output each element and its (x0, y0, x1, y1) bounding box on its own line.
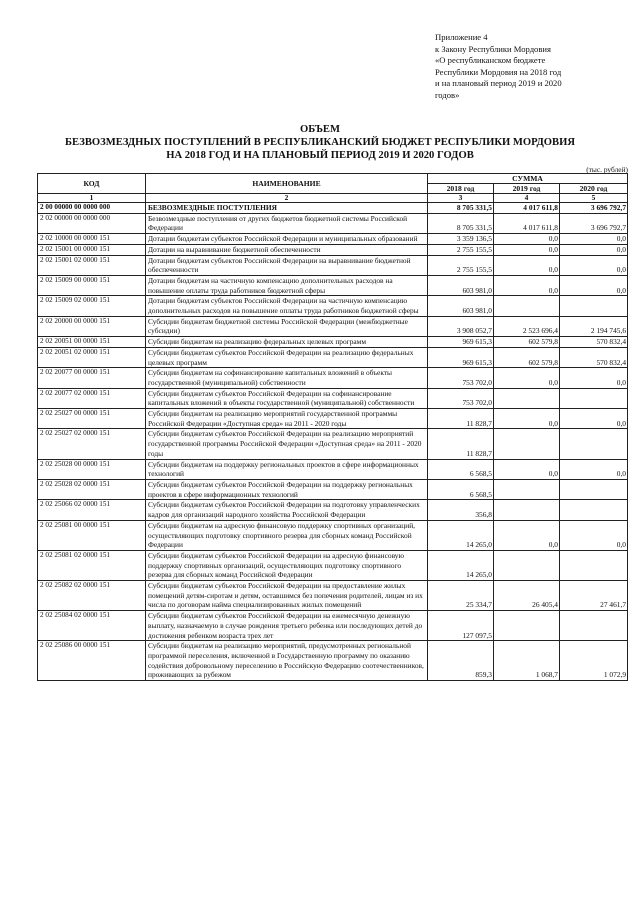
table-row (38, 296, 628, 316)
row-value-2019: 602 579,8 (494, 347, 560, 367)
row-value-2019: 0,0 (494, 275, 560, 295)
row-value-2018: 2 755 155,5 (428, 244, 494, 255)
row-name: Дотации бюджетам на частичную компенсацию дополнительных расходов на повышение оплаты труда работников бюджетной сферы (146, 275, 428, 295)
appendix-line: к Закону Республики Мордовия (435, 43, 551, 54)
row-name: Субсидии бюджетам бюджетной системы Российской Федерации (межбюджетные субсидии) (146, 316, 428, 336)
header-sum: СУММА (428, 174, 628, 184)
table-row (38, 429, 628, 459)
row-value-2020 (560, 479, 628, 499)
row-name: Субсидии бюджетам на адресную финансовую поддержку спортивных организаций, осуществляющих подготовку спортивного резерва для сборных команд Российской Федерации (146, 520, 428, 550)
row-value-2019: 0,0 (494, 255, 560, 275)
row-value-2018: 127 097,5 (428, 611, 494, 641)
column-index-row (38, 194, 628, 203)
row-value-2020: 570 832,4 (560, 347, 628, 367)
row-name: Субсидии бюджетам на софинансирование капитальных вложений в объекты государственной (муниципальной) собственности (146, 368, 428, 388)
row-name: Безвозмездные поступления от других бюджетов бюджетной системы Российской Федерации (146, 213, 428, 233)
row-code: 2 00 00000 00 0000 000 (38, 203, 146, 214)
row-name: Дотации бюджетам субъектов Российской Федерации и муниципальных образований (146, 234, 428, 245)
row-value-2020 (560, 388, 628, 408)
row-value-2019: 1 068,7 (494, 641, 560, 681)
table-row (38, 337, 628, 348)
row-value-2018: 356,8 (428, 500, 494, 520)
column-index: 4 (494, 194, 560, 203)
row-value-2020: 3 696 792,7 (560, 213, 628, 233)
table-row (38, 203, 628, 214)
row-value-2018: 2 755 155,5 (428, 255, 494, 275)
row-code: 2 02 25028 00 0000 151 (38, 459, 146, 479)
table-row (38, 520, 628, 550)
row-code: 2 02 15001 02 0000 151 (38, 255, 146, 275)
row-code: 2 02 25027 02 0000 151 (38, 429, 146, 459)
row-value-2019: 0,0 (494, 244, 560, 255)
budget-table (37, 173, 628, 681)
row-value-2020 (560, 296, 628, 316)
row-value-2020 (560, 500, 628, 520)
row-value-2018: 11 828,7 (428, 429, 494, 459)
row-code: 2 02 20077 02 0000 151 (38, 388, 146, 408)
table-row (38, 409, 628, 429)
row-value-2018: 14 265,0 (428, 550, 494, 580)
appendix-line: Приложение 4 (435, 32, 488, 42)
table-body (38, 203, 628, 681)
row-code: 2 02 25028 02 0000 151 (38, 479, 146, 499)
row-value-2019 (494, 388, 560, 408)
table-row (38, 479, 628, 499)
table-row (38, 255, 628, 275)
row-code: 2 02 20051 00 0000 151 (38, 337, 146, 348)
row-name: Дотации бюджетам субъектов Российской Федерации на частичную компенсацию дополнительных расходов на повышение оплаты труда работников бюджетной сферы (146, 296, 428, 316)
row-value-2018: 859,3 (428, 641, 494, 681)
row-value-2019: 4 017 611,8 (494, 203, 560, 214)
row-value-2019 (494, 550, 560, 580)
row-value-2020 (560, 611, 628, 641)
row-value-2020: 0,0 (560, 275, 628, 295)
row-value-2019: 0,0 (494, 459, 560, 479)
row-code: 2 02 20077 00 0000 151 (38, 368, 146, 388)
header-2018: 2018 год (428, 184, 494, 194)
table-row (38, 388, 628, 408)
row-value-2020: 0,0 (560, 409, 628, 429)
row-name: Субсидии бюджетам на реализацию федеральных целевых программ (146, 337, 428, 348)
column-index: 2 (146, 194, 428, 203)
units-label: (тыс. рублей) (586, 165, 628, 174)
row-name: БЕЗВОЗМЕЗДНЫЕ ПОСТУПЛЕНИЯ (146, 203, 428, 214)
row-value-2020: 1 072,9 (560, 641, 628, 681)
table-row (38, 244, 628, 255)
row-value-2018: 11 828,7 (428, 409, 494, 429)
table-row (38, 316, 628, 336)
header-code: КОД (38, 174, 146, 194)
row-value-2019: 26 405,4 (494, 581, 560, 611)
table-row (38, 234, 628, 245)
row-code: 2 02 00000 00 0000 000 (38, 213, 146, 233)
row-value-2018: 969 615,3 (428, 337, 494, 348)
row-value-2020: 0,0 (560, 234, 628, 245)
column-index: 3 (428, 194, 494, 203)
row-value-2018: 753 702,0 (428, 388, 494, 408)
row-code: 2 02 20000 00 0000 151 (38, 316, 146, 336)
table-row (38, 459, 628, 479)
row-value-2019 (494, 296, 560, 316)
row-value-2018: 25 334,7 (428, 581, 494, 611)
row-value-2020: 0,0 (560, 459, 628, 479)
row-value-2018: 3 359 136,5 (428, 234, 494, 245)
row-value-2019 (494, 500, 560, 520)
row-value-2019: 0,0 (494, 520, 560, 550)
table-row (38, 581, 628, 611)
row-code: 2 02 25081 00 0000 151 (38, 520, 146, 550)
row-value-2019: 602 579,8 (494, 337, 560, 348)
row-name: Субсидии бюджетам субъектов Российской Федерации на поддержку региональных проектов в сфере информационных технологий (146, 479, 428, 499)
appendix-note (435, 32, 635, 102)
row-value-2020: 0,0 (560, 244, 628, 255)
row-value-2020: 0,0 (560, 255, 628, 275)
table-row (38, 500, 628, 520)
row-name: Субсидии бюджетам на поддержку региональных проектов в сфере информационных технологий (146, 459, 428, 479)
row-code: 2 02 20051 02 0000 151 (38, 347, 146, 367)
row-name: Дотации на выравнивание бюджетной обеспеченности (146, 244, 428, 255)
row-value-2019: 0,0 (494, 368, 560, 388)
table-row (38, 611, 628, 641)
row-value-2020: 2 194 745,6 (560, 316, 628, 336)
row-value-2018: 6 568,5 (428, 459, 494, 479)
row-value-2018: 3 908 052,7 (428, 316, 494, 336)
header-2020: 2020 год (560, 184, 628, 194)
row-value-2019: 0,0 (494, 234, 560, 245)
row-code: 2 02 25066 02 0000 151 (38, 500, 146, 520)
appendix-line: и на плановый период 2019 и 2020 (435, 78, 562, 89)
row-code: 2 02 25086 00 0000 151 (38, 641, 146, 681)
row-value-2019: 4 017 611,8 (494, 213, 560, 233)
row-code: 2 02 15009 02 0000 151 (38, 296, 146, 316)
row-name: Субсидии бюджетам субъектов Российской Федерации на ежемесячную денежную выплату, назначаемую в случае рождения третьего ребенка или последующих детей до достижения ребенком возраста трех лет (146, 611, 428, 641)
row-value-2018: 6 568,5 (428, 479, 494, 499)
table-row (38, 368, 628, 388)
row-value-2018: 753 702,0 (428, 368, 494, 388)
row-value-2019 (494, 429, 560, 459)
row-name: Субсидии бюджетам субъектов Российской Федерации на реализацию мероприятий государственной программы Российской Федерации «Доступная среда» на 2011 - 2020 годы (146, 429, 428, 459)
header-name: НАИМЕНОВАНИЕ (146, 174, 428, 194)
row-name: Субсидии бюджетам субъектов Российской Федерации на реализацию федеральных целевых программ (146, 347, 428, 367)
row-code: 2 02 25082 02 0000 151 (38, 581, 146, 611)
row-name: Субсидии бюджетам субъектов Российской Федерации на софинансирование капитальных вложений в объекты государственной (муниципальной) собственности (146, 388, 428, 408)
table-row (38, 641, 628, 681)
document-subtitle-period: НА 2018 ГОД И НА ПЛАНОВЫЙ ПЕРИОД 2019 И 2020 ГОДОВ (166, 150, 474, 161)
row-value-2020 (560, 429, 628, 459)
table-row (38, 550, 628, 580)
table-row (38, 213, 628, 233)
row-name: Субсидии бюджетам на реализацию мероприятий, предусмотренных региональной программой переселения, включенной в Государственную программу по оказанию содействия добровольному переселению в Российскую Федерацию соотечественников, проживающих за рубежом (146, 641, 428, 681)
row-value-2018: 969 615,3 (428, 347, 494, 367)
row-code: 2 02 10000 00 0000 151 (38, 234, 146, 245)
row-value-2020: 3 696 792,7 (560, 203, 628, 214)
row-value-2018: 14 265,0 (428, 520, 494, 550)
row-code: 2 02 25027 00 0000 151 (38, 409, 146, 429)
row-value-2018: 8 705 331,5 (428, 203, 494, 214)
row-code: 2 02 15001 00 0000 151 (38, 244, 146, 255)
document-subtitle: БЕЗВОЗМЕЗДНЫХ ПОСТУПЛЕНИЙ В РЕСПУБЛИКАНСКИЙ БЮДЖЕТ РЕСПУБЛИКИ МОРДОВИЯ (65, 137, 575, 148)
row-value-2020: 0,0 (560, 368, 628, 388)
row-value-2020: 570 832,4 (560, 337, 628, 348)
row-value-2019 (494, 611, 560, 641)
table-row (38, 275, 628, 295)
row-value-2020: 0,0 (560, 520, 628, 550)
column-index: 1 (38, 194, 146, 203)
row-value-2018: 603 981,0 (428, 275, 494, 295)
row-value-2018: 603 981,0 (428, 296, 494, 316)
row-value-2019: 0,0 (494, 409, 560, 429)
column-index: 5 (560, 194, 628, 203)
appendix-line: Республики Мордовия на 2018 год (435, 66, 562, 77)
appendix-line: «О республиканском бюджете (435, 55, 546, 66)
table-row (38, 347, 628, 367)
row-name: Субсидии бюджетам субъектов Российской Федерации на предоставление жилых помещений детям-сиротам и детям, оставшимся без попечения родителей, лицам из их числа по договорам найма специализированных жилых помещений (146, 581, 428, 611)
row-value-2020 (560, 550, 628, 580)
row-name: Дотации бюджетам субъектов Российской Федерации на выравнивание бюджетной обеспеченности (146, 255, 428, 275)
document-title: ОБЪЕМ (299, 124, 340, 135)
row-name: Субсидии бюджетам субъектов Российской Федерации на адресную финансовую поддержку спортивных организаций, осуществляющих подготовку спортивного резерва для сборных команд Российской Федерации (146, 550, 428, 580)
row-code: 2 02 25084 02 0000 151 (38, 611, 146, 641)
header-2019: 2019 год (494, 184, 560, 194)
row-name: Субсидии бюджетам на реализацию мероприятий государственной программы Российской Федерации «Доступная среда» на 2011 - 2020 годы (146, 409, 428, 429)
row-value-2019: 2 523 696,4 (494, 316, 560, 336)
row-name: Субсидии бюджетам субъектов Российской Федерации на подготовку управленческих кадров для организаций народного хозяйства Российской Федерации (146, 500, 428, 520)
row-code: 2 02 25081 02 0000 151 (38, 550, 146, 580)
row-value-2019 (494, 479, 560, 499)
row-value-2020: 27 461,7 (560, 581, 628, 611)
row-value-2018: 8 705 331,5 (428, 213, 494, 233)
appendix-line: годов» (435, 89, 460, 100)
row-code: 2 02 15009 00 0000 151 (38, 275, 146, 295)
